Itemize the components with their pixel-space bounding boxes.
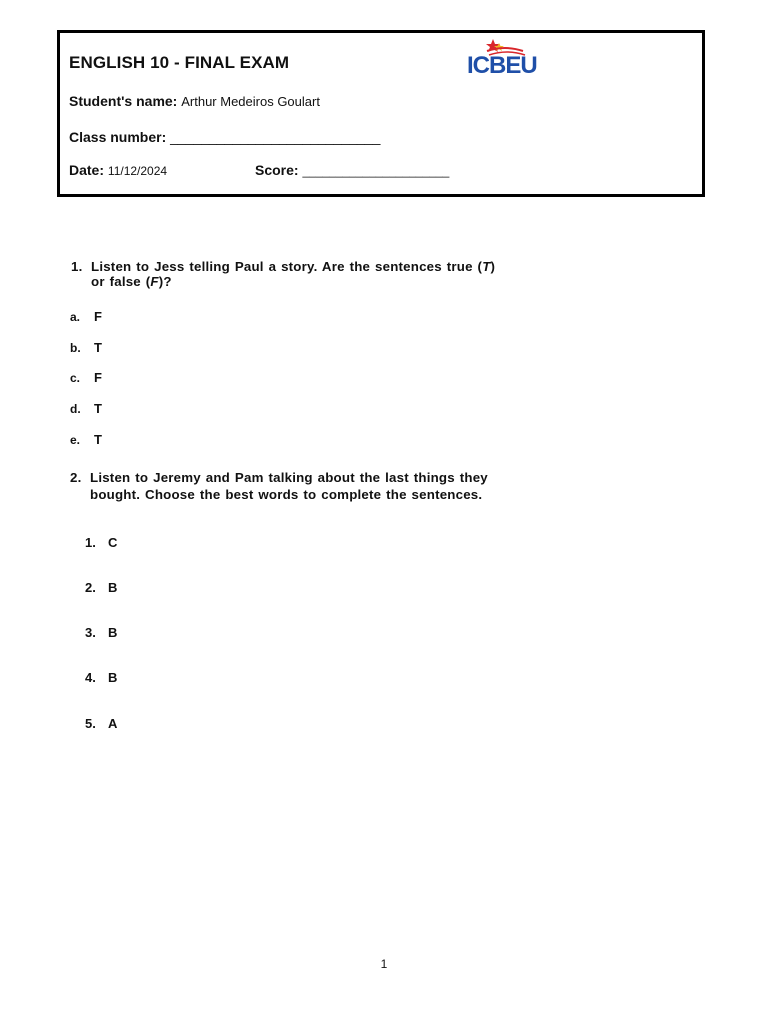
- answer-2-2: 2. B: [85, 580, 118, 595]
- icbeu-logo: [465, 37, 555, 77]
- answer-2-1: 1. C: [85, 535, 118, 550]
- class-number-label: Class number:: [69, 129, 167, 145]
- answer-2-3-value: B: [108, 625, 118, 640]
- question-2-line2: bought. Choose the best words to complete the sentences.: [90, 487, 483, 502]
- question-1-line2: or false (F)?: [91, 274, 172, 289]
- answer-2-4-value: B: [108, 670, 118, 685]
- class-number-row: [69, 129, 380, 145]
- score-label: Score:: [255, 162, 299, 178]
- answer-b-value: T: [94, 340, 102, 355]
- false-letter: F: [150, 274, 159, 289]
- exam-title: ENGLISH 10 - FINAL EXAM: [69, 53, 290, 72]
- answer-a-value: F: [94, 309, 102, 324]
- answer-e: e. T: [70, 432, 102, 447]
- answer-2-1-value: C: [108, 535, 118, 550]
- exam-header-box: [57, 30, 705, 197]
- score-row: [255, 162, 449, 178]
- class-number-blank: ___________________________: [170, 129, 381, 145]
- answer-c: c. F: [70, 370, 102, 385]
- answer-d: d. T: [70, 401, 102, 416]
- student-name-row: [69, 93, 320, 109]
- question-2-line1: Listen to Jeremy and Pam talking about the last things they: [90, 470, 488, 485]
- question-1: [71, 259, 495, 289]
- answer-d-value: T: [94, 401, 102, 416]
- answer-a: a. F: [70, 309, 102, 324]
- question-1-number: 1.: [71, 259, 83, 274]
- date-row: [69, 162, 167, 178]
- answer-c-value: F: [94, 370, 102, 385]
- date-label: Date:: [69, 162, 105, 178]
- student-name-label: Student's name:: [69, 93, 178, 109]
- question-1-text-a: Listen to Jess telling Paul a story. Are the sentences true (: [91, 259, 483, 274]
- true-letter: T: [482, 259, 491, 274]
- date-value: 11/12/2024: [107, 164, 168, 178]
- question-2: [70, 470, 590, 502]
- logo-text: ICBEU: [467, 52, 537, 77]
- score-blank: ______________________: [302, 164, 450, 178]
- answer-b: b. T: [70, 340, 102, 355]
- question-2-number: 2.: [70, 470, 82, 485]
- answer-2-5: 5. A: [85, 716, 118, 731]
- student-name-value: Arthur Medeiros Goulart: [181, 94, 320, 109]
- question-1-text-b: ): [490, 259, 496, 274]
- answer-e-value: T: [94, 432, 102, 447]
- page-number: 1: [380, 957, 388, 971]
- answer-2-3: 3. B: [85, 625, 118, 640]
- answer-2-5-value: A: [108, 716, 118, 731]
- answer-2-4: 4. B: [85, 670, 118, 685]
- answer-2-2-value: B: [108, 580, 118, 595]
